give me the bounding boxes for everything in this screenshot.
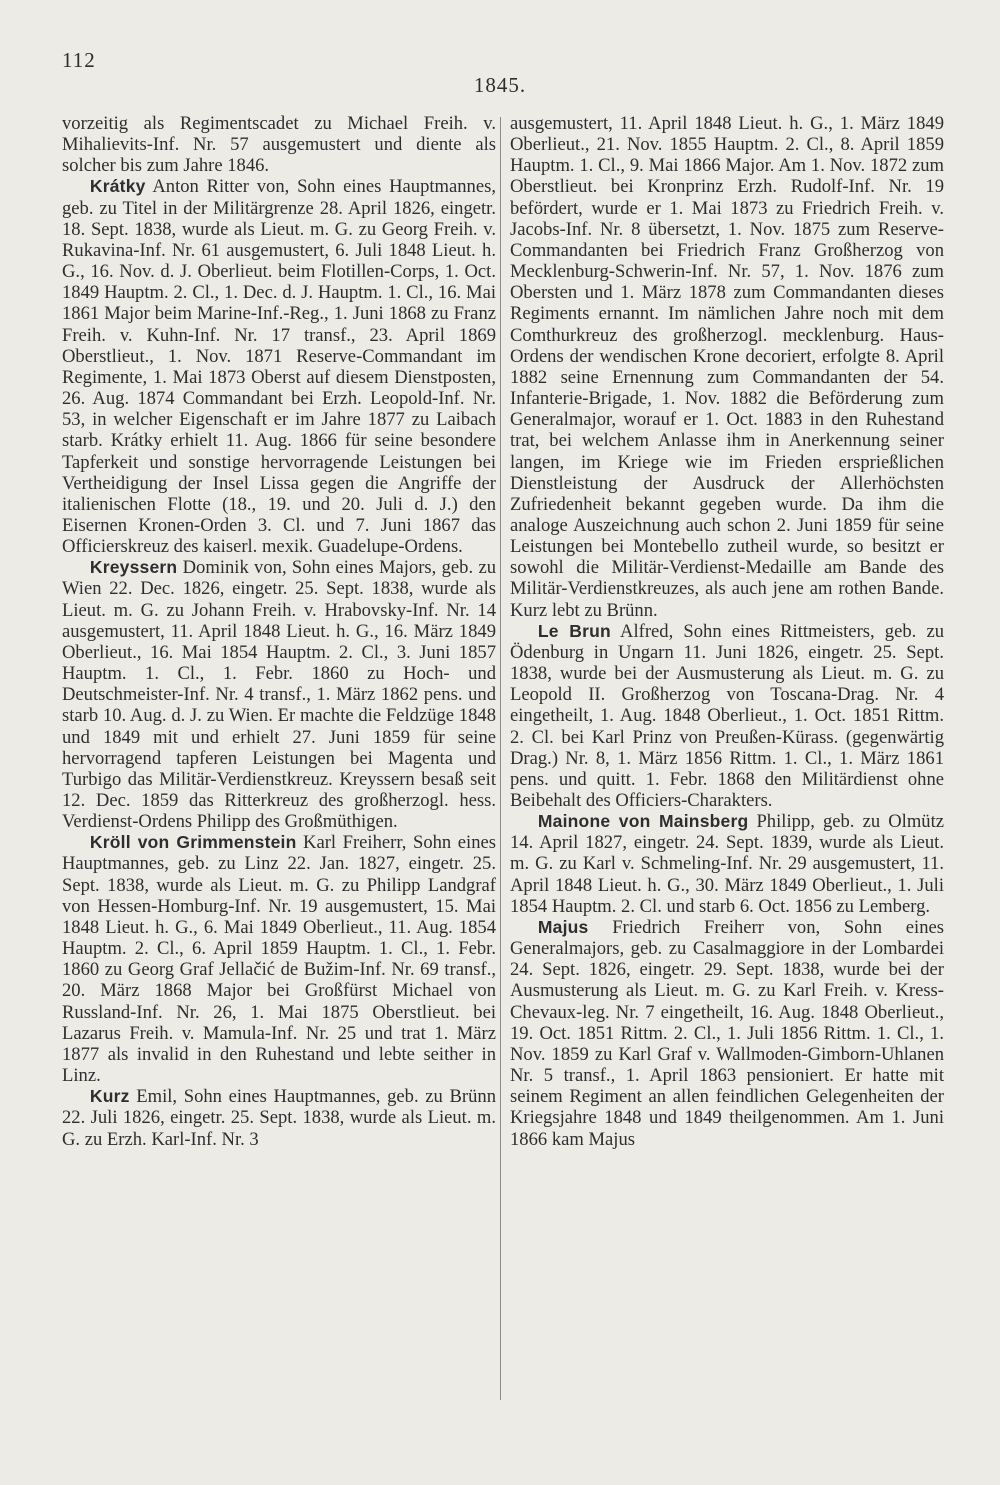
continuation-paragraph: vorzeitig als Regimentscadet zu Michael Freih. v. Mihalievits-Inf. Nr. 57 ausgemustert und diente als solcher bis zum Jahre 1846. <box>62 113 496 177</box>
entry-name: Le Brun <box>537 620 611 641</box>
entry-name: Krátky <box>89 176 146 197</box>
entry-kroell <box>62 832 496 1086</box>
entry-mainone <box>510 811 944 917</box>
entry-name: Mainone von Mainsberg <box>537 811 749 832</box>
entry-text: Friedrich Freiherr von, Sohn eines Generalmajors, geb. zu Casalmaggiore in der Lombardei 24. Sept. 1826, eingetr. 29. Sept. 1838, wurde bei der Ausmusterung als Lieut. m. G. zu Karl Freih. v. Kress-Chevaux-leg. Nr. 7 eingetheilt, 16. Aug. 1848 Oberlieut., 19. Oct. 1851 Rittm. 2. Cl., 1. Juli 1856 Rittm. 1. Cl., 1. Nov. 1859 zu Karl Graf v. Wallmoden-Gimborn-Uhlanen Nr. 5 transf., 1. April 1863 pensioniert. Er hatte mit seinem Regiment an allen feindlichen Gelegenheiten der Kriegsjahre 1848 und 1849 theilgenommen. Am 1. Juni 1866 kam Majus <box>510 916 944 1150</box>
entry-text: Anton Ritter von, Sohn eines Hauptmannes, geb. zu Titel in der Militärgrenze 28. April 1826, eingetr. 18. Sept. 1838, wurde als Lieut. m. G. zu Georg Freih. v. Rukavina-Inf. Nr. 61 ausgemustert, 6. Juli 1848 Lieut. h. G., 16. Nov. d. J. Oberlieut. beim Flotillen-Corps, 1. Oct. 1849 Hauptm. 2. Cl., 1. Dec. d. J. Hauptm. 1. Cl., 16. Mai 1861 Major beim Marine-Inf.-Reg., 1. Juni 1868 zu Franz Freih. v. Kuhn-Inf. Nr. 17 transf., 23. April 1869 Oberstlieut., 1. Nov. 1871 Reserve-Commandant im Regimente, 1. Mai 1873 Oberst auf diesem Dienstposten, 26. Aug. 1874 Commandant bei Erzh. Leopold-Inf. Nr. 53, in welcher Eigenschaft er im Jahre 1877 zu Laibach starb. Krátky erhielt 11. Aug. 1866 für seine besondere Tapferkeit und sonstige hervorragende Leistungen bei Vertheidigung der Insel Lissa gegen die Angriffe der italienischen Flotte (18., 19. und 20. Juli d. J.) den Eisernen Kronen-Orden 3. Cl. und 7. Juni 1867 das Officierskreuz des kaiserl. mexik. Guadelupe-Ordens. <box>62 176 496 558</box>
entry-name: Majus <box>537 916 589 937</box>
page-number: 112 <box>62 48 96 72</box>
entry-majus <box>510 917 944 1150</box>
right-column <box>510 113 944 1150</box>
entry-text: Philipp, geb. zu Olmütz 14. April 1827, eingetr. 24. Sept. 1839, wurde als Lieut. m. G. zu Karl v. Schmeling-Inf. Nr. 29 ausgemustert, 11. April 1848 Lieut. h. G., 30. März 1849 Oberlieut., 1. Juli 1854 Hauptm. 2. Cl. und starb 6. Oct. 1856 zu Lemberg. <box>510 811 945 917</box>
left-column <box>62 113 496 1150</box>
entry-text: Dominik von, Sohn eines Majors, geb. zu Wien 22. Dec. 1826, eingetr. 25. Sept. 1838, wurde als Lieut. m. G. zu Johann Freih. v. Hrabovsky-Inf. Nr. 14 ausgemustert, 11. April 1848 Lieut. h. G., 16. März 1849 Oberlieut., 16. Mai 1854 Hauptm. 2. Cl., 3. Juni 1857 Hauptm. 1. Cl., 1. Febr. 1860 zu Hoch- und Deutschmeister-Inf. Nr. 4 transf., 1. März 1862 pens. und starb 10. Aug. d. J. zu Wien. Er machte die Feldzüge 1848 und 1849 mit und erhielt 27. Juni 1859 für seine hervorragend tapferen Leistungen bei Magenta und Turbigo das Militär-Verdienstkreuz. Kreyssern besaß seit 12. Dec. 1859 das Ritterkreuz des großherzogl. hess. Verdienst-Ordens Philipp des Großmüthigen. <box>62 557 496 833</box>
entry-kurz <box>62 1086 496 1149</box>
entry-text: Emil, Sohn eines Hauptmannes, geb. zu Brünn 22. Juli 1826, eingetr. 25. Sept. 1838, wurde als Lieut. m. G. zu Erzh. Karl-Inf. Nr. 3 <box>62 1086 496 1150</box>
continuation-paragraph: ausgemustert, 11. April 1848 Lieut. h. G., 1. März 1849 Oberlieut., 21. Nov. 1855 Hauptm. 2. Cl., 8. April 1859 Hauptm. 1. Cl., 9. Mai 1866 Major. Am 1. Nov. 1872 zum Oberstlieut. bei Kronprinz Erzh. Rudolf-Inf. Nr. 19 befördert, wurde er 1. Mai 1873 zu Friedrich Freih. v. Jacobs-Inf. Nr. 8 übersetzt, 1. Nov. 1875 zum Reserve-Commandanten bei Friedrich Franz Großherzog von Mecklenburg-Schwerin-Inf. Nr. 57, 1. Nov. 1876 zum Obersten und 1. März 1878 zum Commandanten dieses Regiments ernannt. Im nämlichen Jahre noch mit dem Comthurkreuz des großherzogl. mecklenburg. Haus-Ordens der wendischen Krone decoriert, erfolgte 8. April 1882 seine Ernennung zum Commandanten der 54. Infanterie-Brigade, 1. Nov. 1882 die Beförderung zum Generalmajor, worauf er 1. Oct. 1883 in den Ruhestand trat, bei welchem Anlasse ihm in Anerkennung seiner langen, im Kriege wie im Frieden ersprießlichen Dienstleistung der Ausdruck der Allerhöchsten Zufriedenheit bekannt gegeben wurde. Da ihm die analoge Auszeichnung auch schon 2. Juni 1859 für seine Leistungen bei Montebello zutheil wurde, so besitzt er sowohl die Militär-Verdienst-Medaille am Bande des Militär-Verdienstkreuzes, als auch jene am rothen Bande. Kurz lebt zu Brünn. <box>510 113 944 621</box>
entry-name: Kröll von Grimmenstein <box>89 832 297 853</box>
entry-text: Karl Freiherr, Sohn eines Hauptmannes, geb. zu Linz 22. Jan. 1827, eingetr. 25. Sept. 1838, wurde als Lieut. m. G. zu Philipp Landgraf von Hessen-Homburg-Inf. Nr. 19 ausgemustert, 15. Mai 1848 Lieut. h. G., 6. Mai 1849 Oberlieut., 11. Aug. 1854 Hauptm. 2. Cl., 6. April 1859 Hauptm. 1. Cl., 1. Febr. 1860 zu Georg Graf Jellačić de Bužim-Inf. Nr. 69 transf., 20. März 1868 Major bei Großfürst Michael von Russland-Inf. Nr. 26, 1. Mai 1875 Oberstlieut. bei Lazarus Freih. v. Mamula-Inf. Nr. 25 und trat 1. März 1877 als invalid in den Ruhestand und lebte seither in Linz. <box>62 832 496 1087</box>
entry-kratky <box>62 176 496 557</box>
entry-kreyssern <box>62 557 496 832</box>
column-divider <box>500 117 501 1400</box>
entry-name: Kurz <box>89 1086 130 1107</box>
entry-le-brun <box>510 621 944 811</box>
entry-text: Alfred, Sohn eines Rittmeisters, geb. zu Ödenburg in Ungarn 11. Juni 1826, eingetr. 25. Sept. 1838, wurde bei der Ausmusterung als Lieut. m. G. zu Leopold II. Großherzog von Toscana-Drag. Nr. 4 eingetheilt, 1. Aug. 1848 Oberlieut., 1. Oct. 1851 Rittm. 2. Cl. bei Karl Prinz von Preußen-Kürass. (gegenwärtig Drag.) Nr. 8, 1. März 1856 Rittm. 1. Cl., 1. März 1861 pens. und quitt. 1. Febr. 1868 den Militärdienst ohne Beibehalt des Officiers-Charakters. <box>510 620 944 811</box>
entry-name: Kreyssern <box>89 557 178 578</box>
page-year-header: 1845. <box>473 73 527 97</box>
